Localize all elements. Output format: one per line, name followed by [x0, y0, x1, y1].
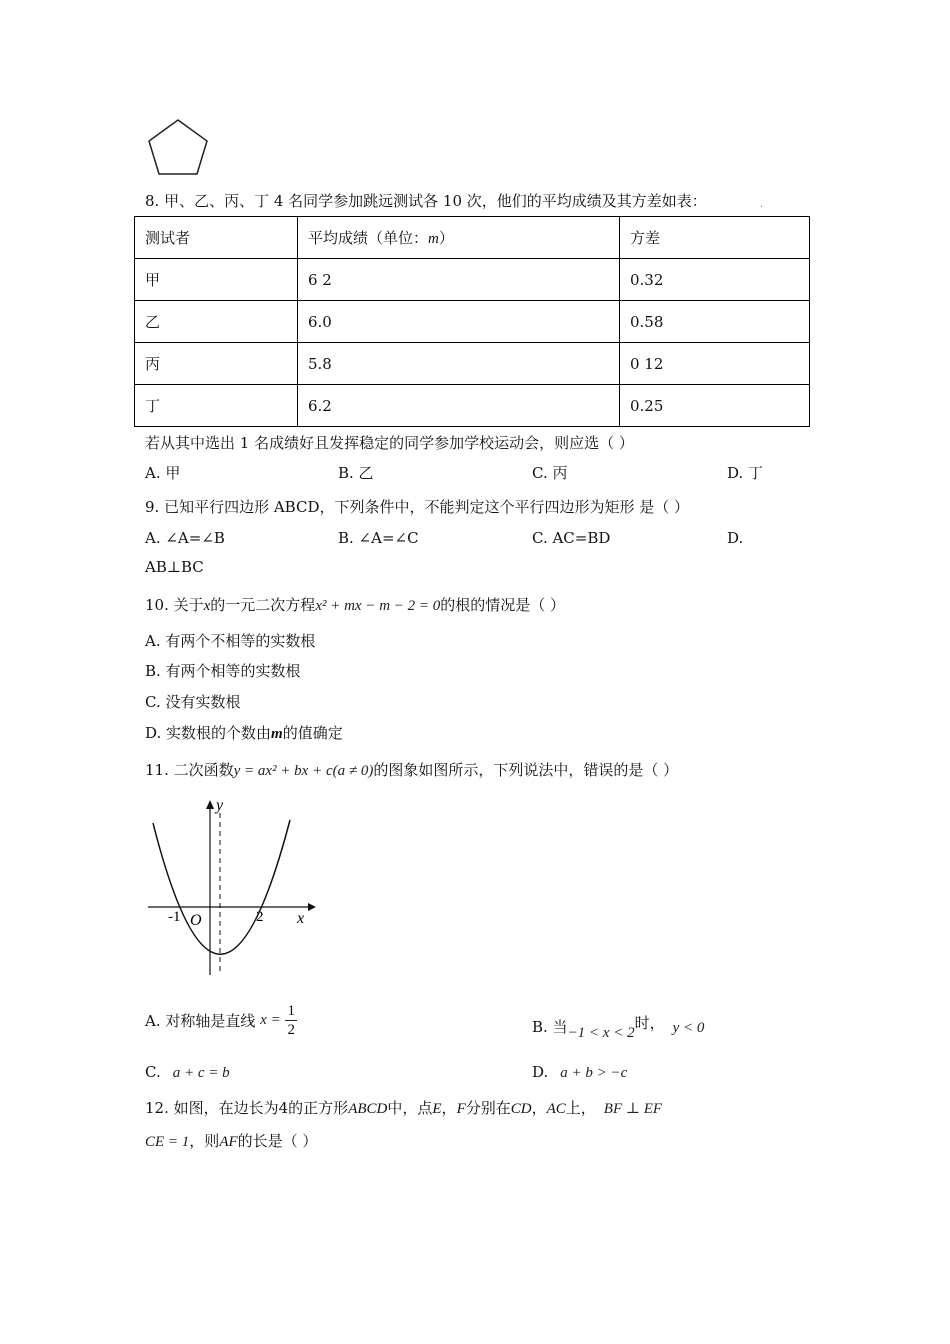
- q10-option-c: C. 没有实数根: [145, 693, 241, 711]
- q10-equation: x² + mx − m − 2 = 0: [315, 598, 441, 614]
- q9-option-d-content: AB⊥BC: [145, 558, 204, 576]
- q8-stem: 8. 甲、乙、丙、丁 4 名同学参加跳远测试各 10 次，他们的平均成绩及其方差如表：: [145, 192, 707, 210]
- q12-line-1: 12. 如图，在边长为4的正方形ABCD中，点E，F分别在CD，AC上， BF ⊥ EF: [145, 1099, 663, 1117]
- parabola-curve: [153, 820, 290, 954]
- x-axis-arrow: [308, 903, 316, 911]
- table-cell: 丁: [135, 385, 298, 427]
- q12-line-2: CE = 1，则AF的长是（ ）: [145, 1132, 318, 1150]
- table-row: [135, 385, 810, 427]
- header-tester: 测试者: [135, 217, 298, 259]
- table-cell: 6.2: [298, 385, 620, 427]
- table-cell: 0.58: [620, 301, 810, 343]
- table-header-row: [135, 217, 810, 259]
- q8-mark: .: [760, 200, 763, 210]
- q9-option-c: C. AC=BD: [532, 529, 611, 547]
- table-cell: 0.32: [620, 259, 810, 301]
- q8-option-b: B. 乙: [338, 464, 374, 482]
- q8-option-d: D. 丁: [727, 464, 764, 482]
- q10-option-d: D. 实数根的个数由m的值确定: [145, 724, 343, 742]
- pentagon-shape: [149, 120, 207, 174]
- table-cell: 0 12: [620, 343, 810, 385]
- y-axis-arrow: [206, 800, 214, 809]
- table-row: [135, 343, 810, 385]
- fraction-one-half: $\frac{1}{2}$: [287, 1003, 295, 1038]
- q9-option-a: A. ∠A=∠B: [145, 529, 225, 547]
- q11-function: y = ax² + bx + c(a ≠ 0): [233, 763, 374, 779]
- table-row: [135, 259, 810, 301]
- table-cell: 6 2: [298, 259, 620, 301]
- table-row: [135, 301, 810, 343]
- q11-stem: 11. 二次函数y = ax² + bx + c(a ≠ 0)的图象如图所示，下列说法中，错误的是（ ）: [145, 761, 679, 779]
- q9-stem: 9. 已知平行四边形 ABCD，下列条件中，不能判定这个平行四边形为矩形 是（ ）: [145, 498, 690, 516]
- q8-table: [134, 216, 810, 427]
- q9-option-b: B. ∠A=∠C: [338, 529, 419, 547]
- table-cell: 5.8: [298, 343, 620, 385]
- q11-option-c: C. a + c = b: [145, 1063, 230, 1081]
- table-cell: 甲: [135, 259, 298, 301]
- origin-label: O: [190, 912, 202, 929]
- x-label: x: [297, 910, 305, 927]
- q10-option-a: A. 有两个不相等的实数根: [145, 632, 316, 650]
- root-right-label: 2: [256, 909, 264, 925]
- q8-option-a: A. 甲: [145, 464, 181, 482]
- q8-question: 若从其中选出 1 名成绩好且发挥稳定的同学参加学校运动会，则应选（ ）: [145, 434, 634, 452]
- y-label: y: [216, 797, 224, 814]
- q11-parabola-graph: [140, 795, 320, 980]
- table-cell: 乙: [135, 301, 298, 343]
- table-cell: 丙: [135, 343, 298, 385]
- q11-option-b: B. 当−1 < x < 2时， y < 0: [532, 1014, 705, 1041]
- q10-option-b: B. 有两个相等的实数根: [145, 662, 301, 680]
- table-cell: 6.0: [298, 301, 620, 343]
- q11-option-a: A. 对称轴是直线 x = $\frac{1}{2}$: [145, 1003, 295, 1038]
- root-left-label: -1: [168, 909, 181, 925]
- table-cell: 0.25: [620, 385, 810, 427]
- pentagon-figure: [140, 115, 216, 181]
- q8-option-c: C. 丙: [532, 464, 568, 482]
- header-variance: 方差: [620, 217, 810, 259]
- q9-option-d: D.: [727, 529, 744, 547]
- q11-option-d: D. a + b > −c: [532, 1063, 628, 1081]
- q10-stem: 10. 关于x的一元二次方程x² + mx − m − 2 = 0的根的情况是（ ）: [145, 596, 566, 614]
- header-average: 平均成绩（单位：m）: [298, 217, 620, 259]
